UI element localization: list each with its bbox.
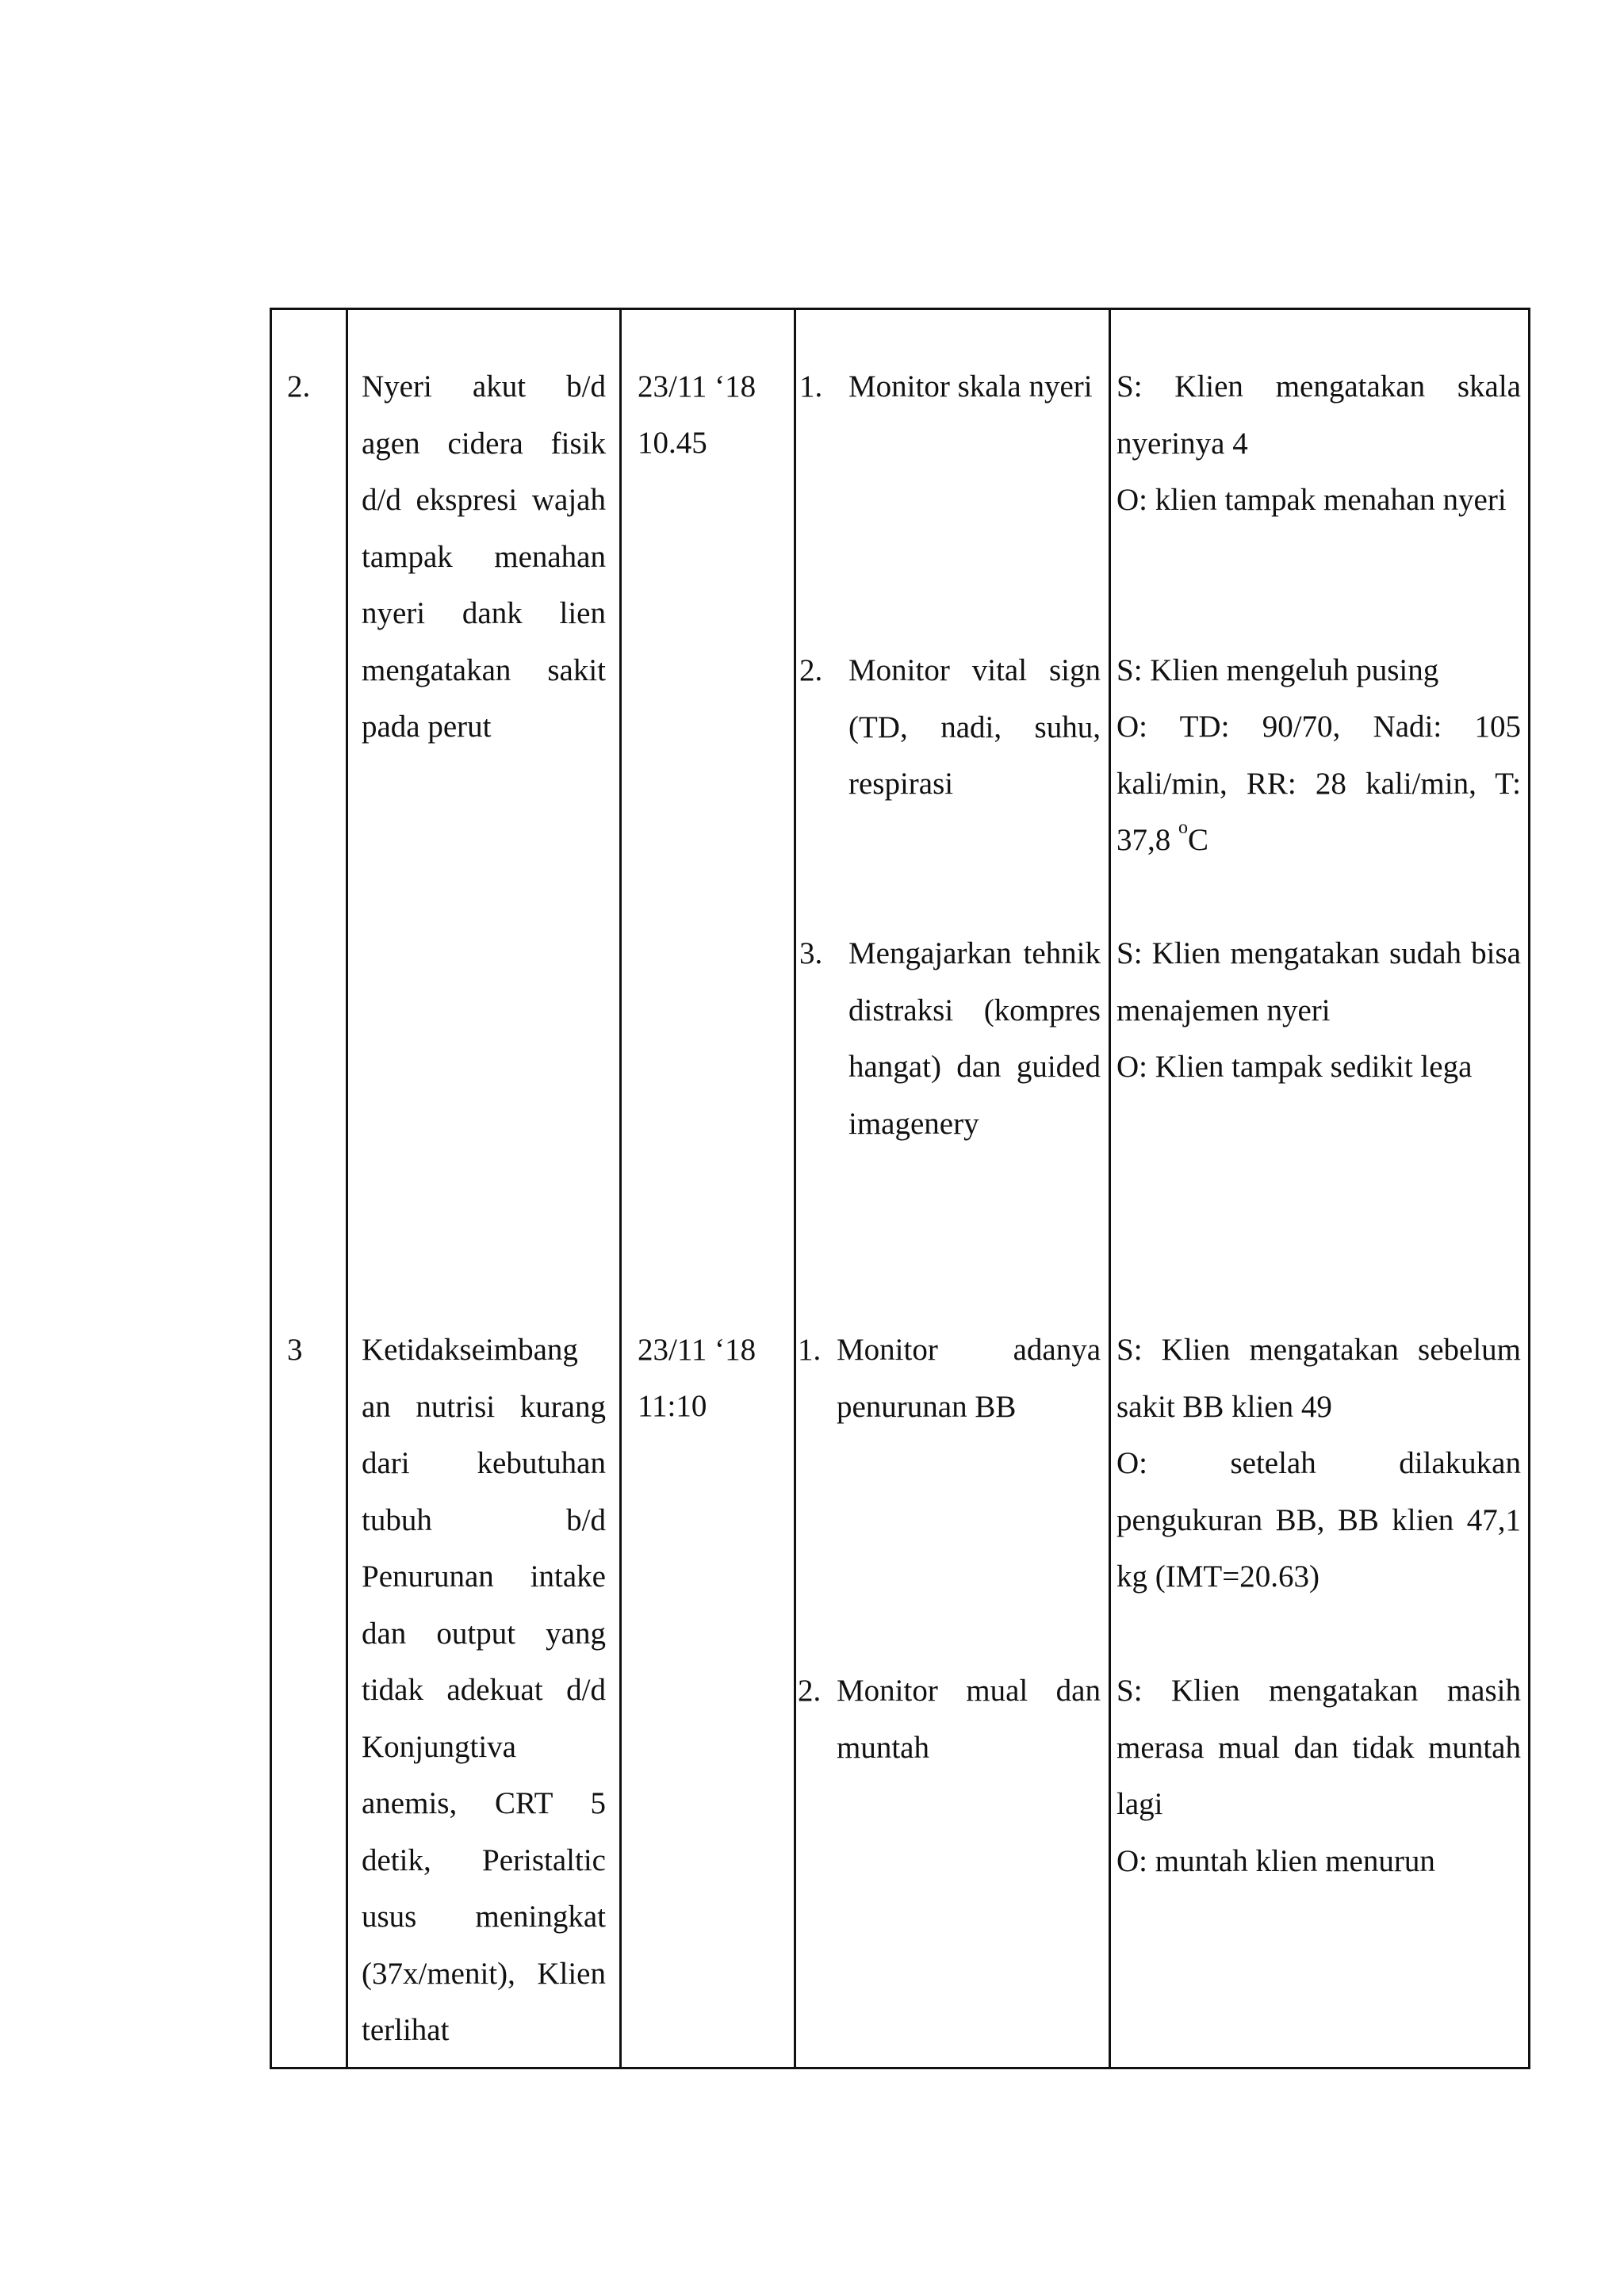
evaluation-subjective: S: Klien mengeluh pusing <box>1116 653 1439 687</box>
datetime-date: 23/11 ‘18 <box>638 1333 756 1367</box>
datetime-time: 10.45 <box>638 426 707 460</box>
column-divider <box>346 308 348 2069</box>
datetime-time: 11:10 <box>638 1389 707 1423</box>
action-number: 1. <box>799 369 823 404</box>
evaluation-text: S: Klien mengatakan skala nyerinya 4 O: klien tampak menahan nyeri <box>1116 369 1521 517</box>
evaluation-text: S: Klien mengatakan sudah bisa menajemen nyeri O: Klien tampak sedikit lega <box>1116 936 1521 1084</box>
diagnosis-text: Ketidakseimbang an nutrisi kurang dari kebutuhan tubuh b/d Penurunan intake dan output yang tidak adekuat d/d Konjungtiva anemis, CRT 5 detik, Peristaltic usus meningkat (37x/menit), Klien terlihat <box>362 1333 606 2047</box>
column-divider <box>619 308 622 2069</box>
action-number: 2. <box>799 653 823 687</box>
row-number: 3 <box>287 1333 303 1367</box>
evaluation-text: S: Klien mengatakan masih merasa mual dan tidak muntah lagi O: muntah klien menurun <box>1116 1674 1521 1878</box>
column-divider <box>794 308 796 2069</box>
column-divider <box>1109 308 1111 2069</box>
action-number: 1. <box>798 1333 822 1367</box>
action-text: Monitor adanya penurunan BB <box>837 1333 1101 1424</box>
diagnosis-text: Nyeri akut b/d agen cidera fisik d/d ekspresi wajah tampak menahan nyeri dank lien mengatakan sakit pada perut <box>362 369 606 744</box>
datetime-date: 23/11 ‘18 <box>638 369 756 404</box>
action-text: Monitor mual dan muntah <box>837 1674 1101 1765</box>
action-text: Mengajarkan tehnik distraksi (kompres hangat) dan guided imagenery <box>848 936 1101 1141</box>
evaluation-text: S: Klien mengatakan sebelum sakit BB klien 49 O: setelah dilakukan pengukuran BB, BB klien 47,1 kg (IMT=20.63) <box>1116 1333 1521 1594</box>
evaluation-objective: O: TD: 90/70, Nadi: 105 kali/min, RR: 28 kali/min, T: 37,8 $^o$C <box>1116 710 1521 857</box>
action-text: Monitor vital sign (TD, nadi, suhu, respirasi <box>848 653 1101 801</box>
action-text: Monitor skala nyeri <box>848 369 1093 404</box>
action-number: 2. <box>798 1674 822 1708</box>
row-number: 2. <box>287 369 311 404</box>
action-number: 3. <box>799 936 823 970</box>
